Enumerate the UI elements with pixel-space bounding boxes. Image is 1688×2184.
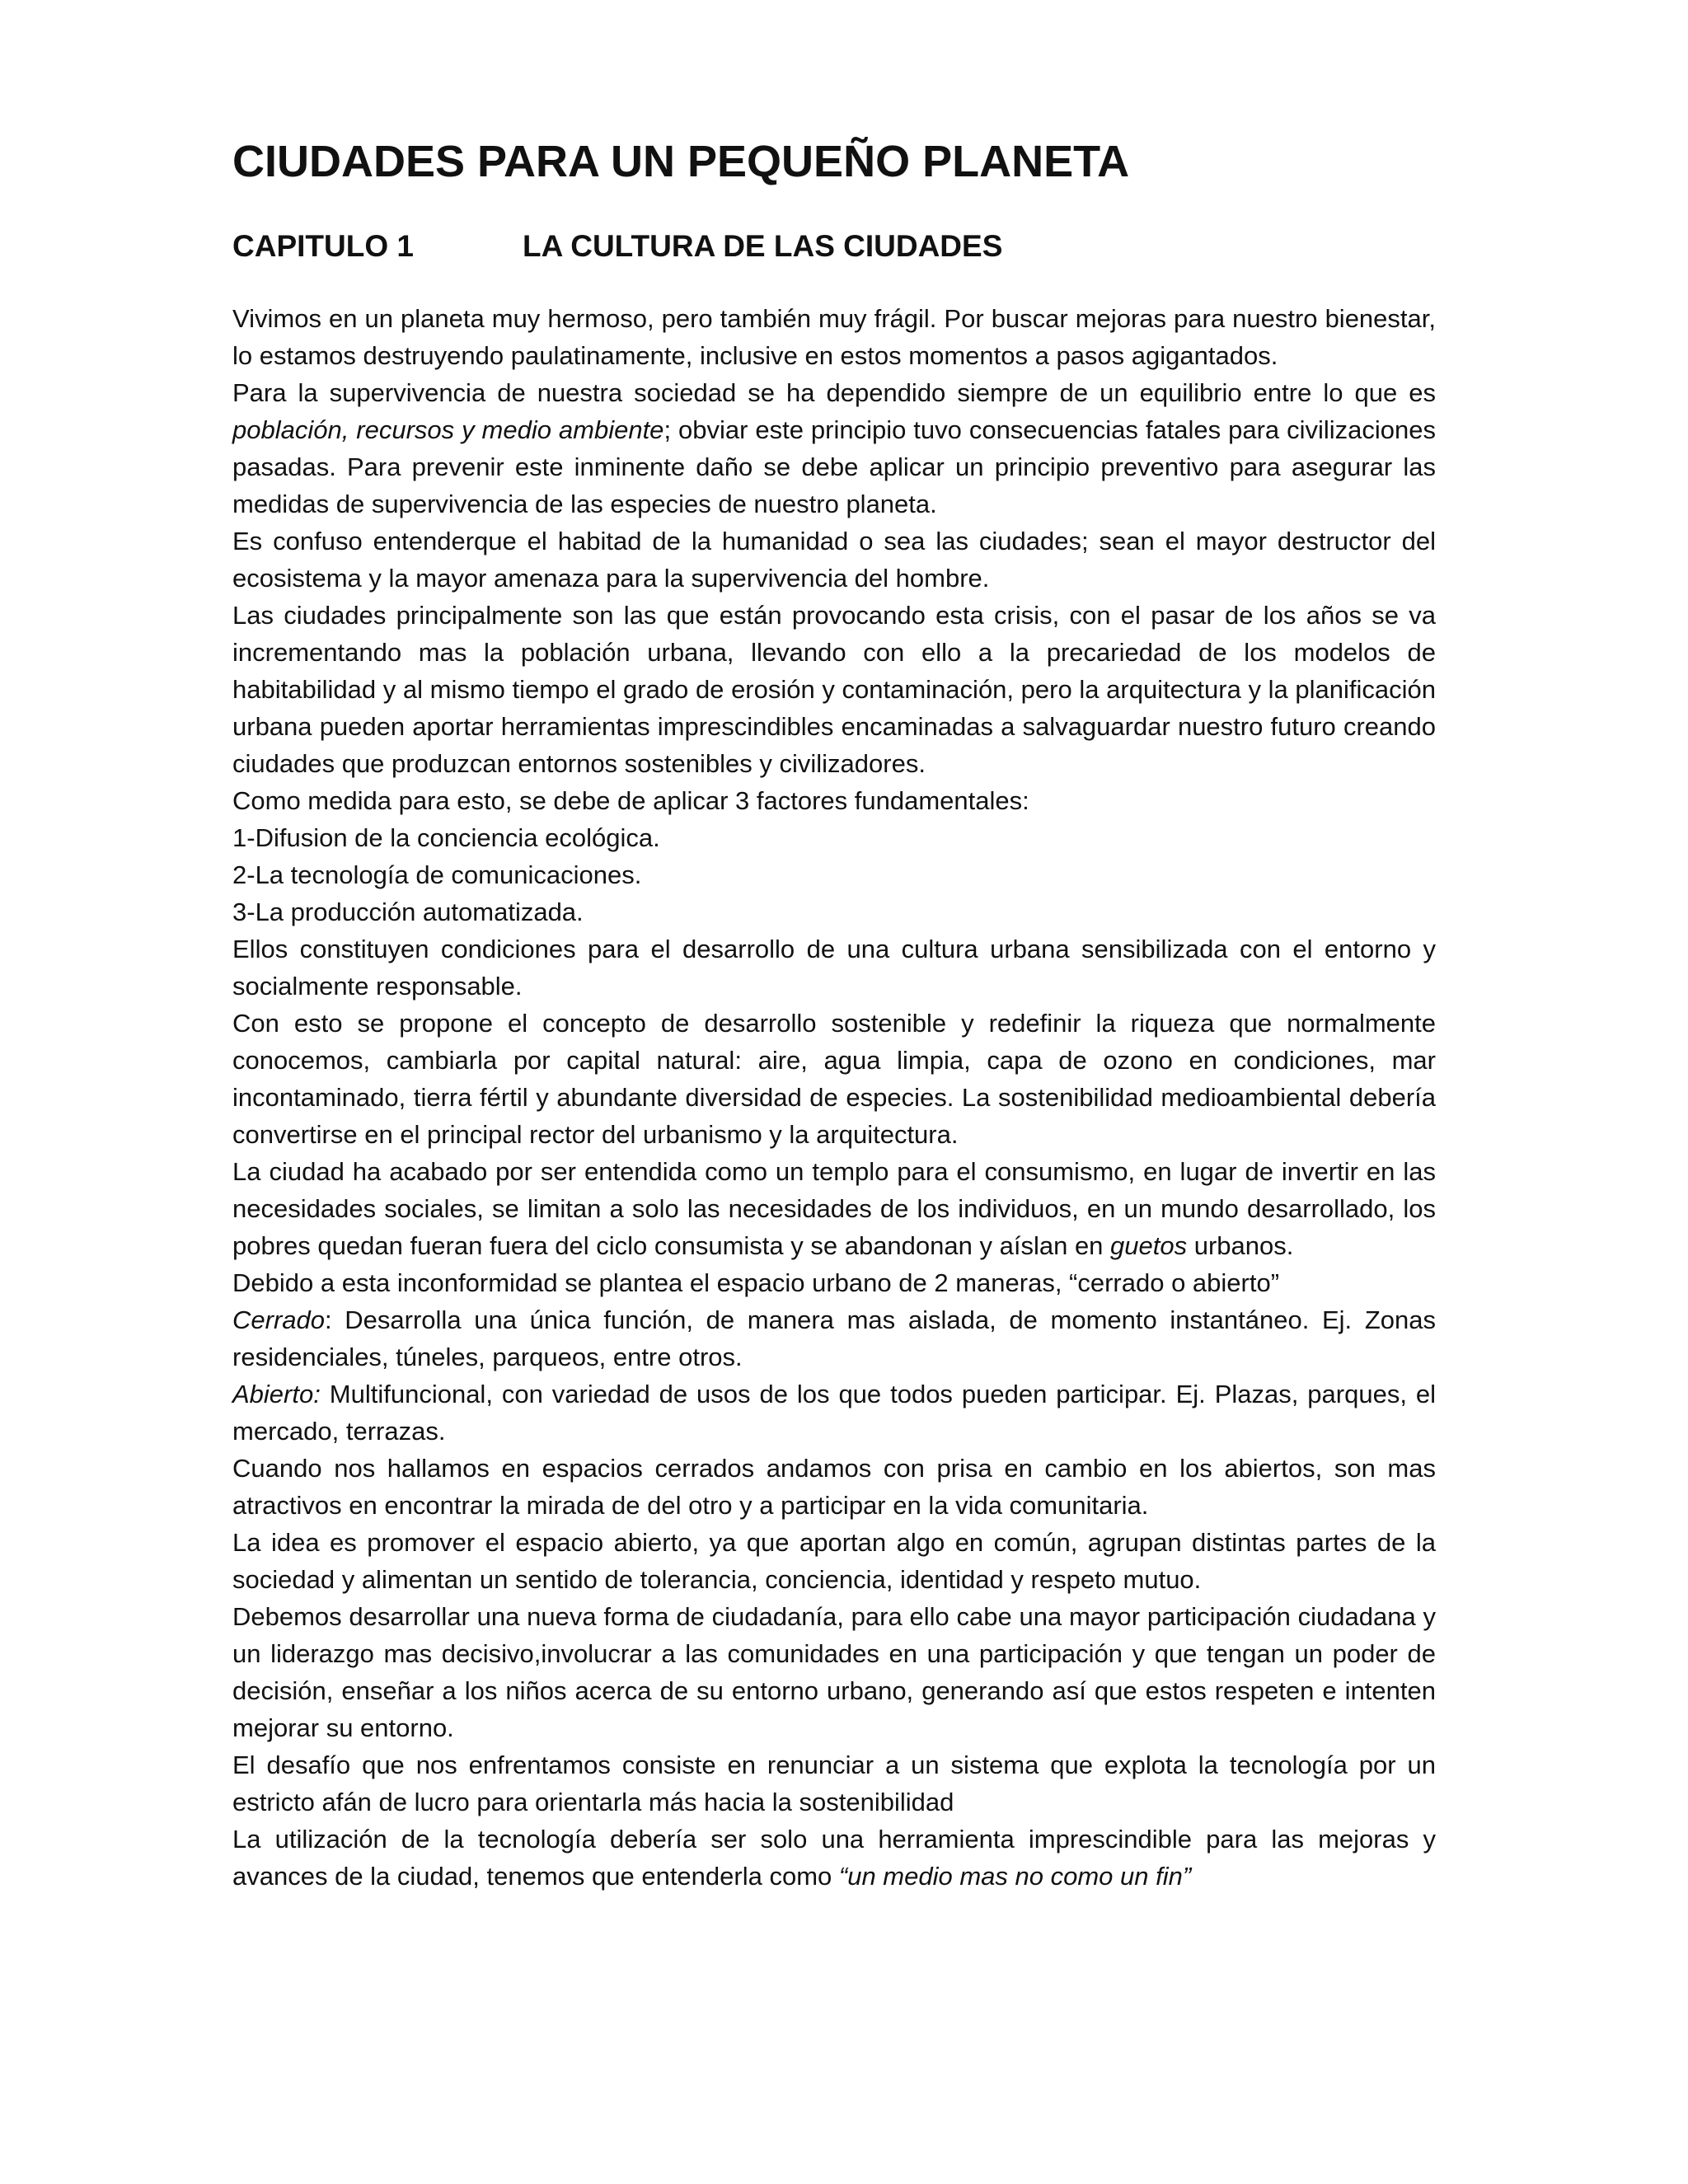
paragraph: Debemos desarrollar una nueva forma de ciudadanía, para ello cabe una mayor participación ciudadana y un liderazgo mas decisivo,involucrar a las comunidades en una participación y que tengan un poder de decisión, enseñar a los niños acerca de su entorno urbano, generando así que estos respeten e intenten mejorar su entorno. <box>232 1602 1436 1742</box>
document-page <box>232 132 1436 1895</box>
text-run: La ciudad ha acabado por ser entendida como un templo para el consumismo, en lugar de invertir en las necesidades sociales, se limitan a solo las necesidades de los individuos, en un mundo desarrollado, los pobres quedan fueran fuera del ciclo consumista y se abandonan y aíslan en <box>232 1157 1436 1260</box>
paragraph <box>232 1821 1436 1895</box>
chapter-number: CAPITULO 1 <box>232 229 414 263</box>
paragraph <box>232 1301 1436 1376</box>
text-run: ; obviar este principio tuvo consecuencias fatales para civilizaciones pasadas. Para prevenir este inminente daño se debe aplicar un principio preventivo para asegurar las medidas de supervivencia de las especies de nuestro planeta. <box>232 415 1436 518</box>
emphasis-text: Cerrado <box>232 1305 325 1334</box>
emphasis-text: guetos <box>1110 1231 1188 1260</box>
text-run: urbanos. <box>1187 1231 1294 1260</box>
chapter-heading <box>232 226 1436 267</box>
emphasis-text: “un medio mas no como un fin” <box>838 1862 1192 1891</box>
emphasis-text: población, recursos y medio ambiente <box>232 415 664 444</box>
list-item: 2-La tecnología de comunicaciones. <box>232 860 642 889</box>
text-run: Para la supervivencia de nuestra sociedad se ha dependido siempre de un equilibrio entre lo que es <box>232 378 1436 407</box>
paragraph <box>232 1153 1436 1264</box>
paragraph: Cuando nos hallamos en espacios cerrados andamos con prisa en cambio en los abiertos, son mas atractivos en encontrar la mirada de del otro y a participar en la vida comunitaria. <box>232 1454 1436 1520</box>
paragraph: El desafío que nos enfrentamos consiste en renunciar a un sistema que explota la tecnología por un estricto afán de lucro para orientarla más hacia la sostenibilidad <box>232 1750 1436 1816</box>
paragraph: Las ciudades principalmente son las que están provocando esta crisis, con el pasar de los años se va incrementando mas la población urbana, llevando con ello a la precariedad de los modelos de habitabilidad y al mismo tiempo el grado de erosión y contaminación, pero la arquitectura y la planificación urbana pueden aportar herramientas imprescindibles encaminadas a salvaguardar nuestro futuro creando ciudades que produzcan entornos sostenibles y civilizadores. <box>232 601 1436 778</box>
chapter-name: LA CULTURA DE LAS CIUDADES <box>523 229 1003 263</box>
paragraph: Debido a esta inconformidad se plantea el espacio urbano de 2 maneras, “cerrado o abierto” <box>232 1268 1280 1297</box>
paragraph <box>232 1376 1436 1450</box>
emphasis-text: Abierto: <box>232 1380 321 1408</box>
paragraph: Con esto se propone el concepto de desarrollo sostenible y redefinir la riqueza que normalmente conocemos, cambiarla por capital natural: aire, agua limpia, capa de ozono en condiciones, mar incontaminado, tierra fértil y abundante diversidad de especies. La sostenibilidad medioambiental debería convertirse en el principal rector del urbanismo y la arquitectura. <box>232 1009 1436 1149</box>
paragraph: Vivimos en un planeta muy hermoso, pero también muy frágil. Por buscar mejoras para nuestro bienestar, lo estamos destruyendo paulatinamente, inclusive en estos momentos a pasos agigantados. <box>232 304 1436 370</box>
text-run: La utilización de la tecnología debería ser solo una herramienta imprescindible para las mejoras y avances de la ciudad, tenemos que entenderla como <box>232 1825 1436 1891</box>
list-item: 1-Difusion de la conciencia ecológica. <box>232 823 660 852</box>
paragraph: Como medida para esto, se debe de aplicar 3 factores fundamentales: <box>232 786 1029 815</box>
paragraph: La idea es promover el espacio abierto, ya que aportan algo en común, agrupan distintas partes de la sociedad y alimentan un sentido de tolerancia, conciencia, identidad y respeto mutuo. <box>232 1528 1436 1594</box>
paragraph: Es confuso entenderque el habitad de la humanidad o sea las ciudades; sean el mayor destructor del ecosistema y la mayor amenaza para la supervivencia del hombre. <box>232 527 1436 593</box>
body-text <box>232 300 1436 1895</box>
document-title: CIUDADES PARA UN PEQUEÑO PLANETA <box>232 137 1130 186</box>
text-run: : Desarrolla una única función, de manera mas aislada, de momento instantáneo. Ej. Zonas residenciales, túneles, parqueos, entre otros. <box>232 1305 1436 1371</box>
list-item: 3-La producción automatizada. <box>232 898 584 926</box>
text-run: Multifuncional, con variedad de usos de los que todos pueden participar. Ej. Plazas, parques, el mercado, terrazas. <box>232 1380 1436 1446</box>
paragraph <box>232 374 1436 523</box>
paragraph: Ellos constituyen condiciones para el desarrollo de una cultura urbana sensibilizada con el entorno y socialmente responsable. <box>232 935 1436 1001</box>
